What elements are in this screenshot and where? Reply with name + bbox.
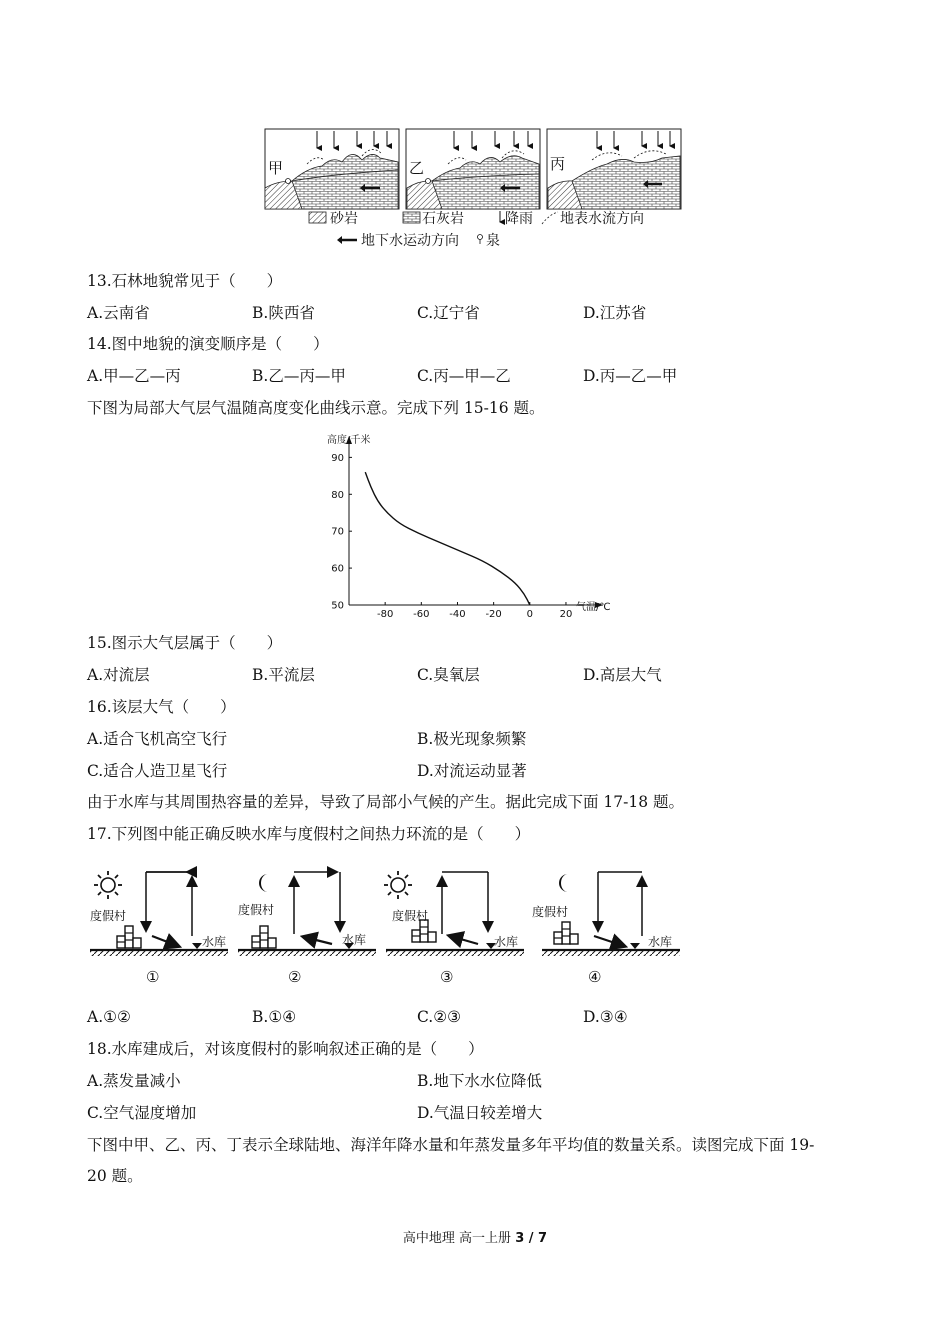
y-tick-label: 90 bbox=[331, 452, 344, 464]
x-tick-label: -40 bbox=[449, 609, 466, 620]
svg-text:水库: 水库 bbox=[494, 935, 519, 949]
intro-19-20-line1: 下图中甲、乙、丙、丁表示全球陆地、海洋年降水量和年蒸发量多年平均值的数量关系。读图完成下面 19- bbox=[87, 1136, 815, 1154]
q17-stem: 17.下列图中能正确反映水库与度假村之间热力环流的是（ ） bbox=[87, 825, 531, 843]
svg-text:泉: 泉 bbox=[486, 233, 500, 249]
panel-label: 乙 bbox=[409, 159, 425, 177]
q17-option-d[interactable]: D.③④ bbox=[583, 1008, 628, 1026]
q17-option-c[interactable]: C.②③ bbox=[417, 1008, 462, 1026]
q13-option-c[interactable]: C.辽宁省 bbox=[417, 304, 480, 322]
moon-icon bbox=[259, 874, 268, 892]
q16-option-d[interactable]: D.对流运动显著 bbox=[417, 762, 527, 780]
svg-text:地下水运动方向: 地下水运动方向 bbox=[361, 233, 459, 249]
q13-stem: 13.石林地貌常见于（ ） bbox=[87, 272, 283, 290]
thermal-circulation-diagrams bbox=[88, 858, 688, 988]
temperature-altitude-chart bbox=[320, 428, 630, 622]
karst-evolution-figure bbox=[262, 126, 688, 254]
q15-option-b[interactable]: B.平流层 bbox=[252, 666, 315, 684]
svg-text:砂岩: 砂岩 bbox=[330, 211, 358, 227]
x-tick-label: -80 bbox=[376, 609, 394, 620]
svg-text:④: ④ bbox=[588, 968, 602, 986]
page-number: 3 / 7 bbox=[515, 1231, 548, 1246]
karst-panel-bing bbox=[547, 129, 681, 209]
q15-option-d[interactable]: D.高层大气 bbox=[583, 666, 662, 684]
q18-option-d[interactable]: D.气温日较差增大 bbox=[417, 1104, 543, 1122]
svg-text:石灰岩: 石灰岩 bbox=[422, 211, 464, 227]
q15-option-a[interactable]: A.对流层 bbox=[87, 666, 150, 684]
page-footer bbox=[0, 1227, 950, 1246]
circulation-diagram-2 bbox=[238, 872, 376, 986]
q14-option-d[interactable]: D.丙—乙—甲 bbox=[583, 367, 678, 385]
svg-text:③: ③ bbox=[440, 968, 454, 986]
q18-option-a[interactable]: A.蒸发量减小 bbox=[87, 1072, 181, 1090]
x-tick-label: -60 bbox=[413, 609, 430, 620]
circulation-diagram-1 bbox=[90, 871, 228, 986]
y-tick-label: 70 bbox=[331, 526, 344, 538]
q16-option-a[interactable]: A.适合飞机高空飞行 bbox=[87, 730, 228, 748]
intro-19-20-line2: 20 题。 bbox=[87, 1167, 143, 1185]
q13-option-b[interactable]: B.陕西省 bbox=[252, 304, 315, 322]
panel-label: 丙 bbox=[550, 155, 566, 173]
x-tick-label: 20 bbox=[559, 609, 573, 620]
x-tick-label: 0 bbox=[526, 609, 533, 620]
temperature-curve bbox=[365, 472, 530, 605]
svg-text:降雨: 降雨 bbox=[505, 211, 533, 227]
svg-text:水库: 水库 bbox=[342, 933, 367, 947]
karst-legend bbox=[309, 210, 644, 249]
q14-option-b[interactable]: B.乙—丙—甲 bbox=[252, 367, 346, 385]
q16-option-c[interactable]: C.适合人造卫星飞行 bbox=[87, 762, 228, 780]
circulation-diagram-4 bbox=[532, 872, 680, 986]
x-tick-label: -20 bbox=[485, 609, 502, 620]
svg-text:度假村: 度假村 bbox=[392, 909, 429, 923]
q15-stem: 15.图示大气层属于（ ） bbox=[87, 634, 283, 652]
y-tick-label: 50 bbox=[331, 600, 344, 612]
q17-option-a[interactable]: A.①② bbox=[87, 1008, 131, 1026]
intro-17-18: 由于水库与其周围热容量的差异，导致了局部小气候的产生。据此完成下面 17-18 题。 bbox=[87, 793, 685, 811]
q18-option-c[interactable]: C.空气湿度增加 bbox=[87, 1104, 197, 1122]
q16-stem: 16.该层大气（ ） bbox=[87, 698, 236, 716]
q16-option-b[interactable]: B.极光现象频繁 bbox=[417, 730, 527, 748]
intro-15-16: 下图为局部大气层气温随高度变化曲线示意。完成下列 15-16 题。 bbox=[87, 399, 545, 417]
q14-option-a[interactable]: A.甲—乙—丙 bbox=[87, 367, 181, 385]
y-axis-label: 高度/千米 bbox=[327, 435, 371, 446]
svg-text:①: ① bbox=[146, 968, 160, 986]
circulation-diagram-3 bbox=[384, 871, 524, 986]
q18-stem: 18.水库建成后，对该度假村的影响叙述正确的是（ ） bbox=[87, 1040, 484, 1058]
svg-text:水库: 水库 bbox=[202, 935, 227, 949]
y-tick-label: 60 bbox=[331, 563, 344, 575]
svg-text:度假村: 度假村 bbox=[90, 909, 127, 923]
q15-option-c[interactable]: C.臭氧层 bbox=[417, 666, 480, 684]
q17-option-b[interactable]: B.①④ bbox=[252, 1008, 297, 1026]
panel-label: 甲 bbox=[268, 159, 284, 177]
x-axis-label: 气温/℃ bbox=[576, 602, 611, 613]
karst-panel-jia bbox=[265, 129, 399, 209]
q14-option-c[interactable]: C.丙—甲—乙 bbox=[417, 367, 511, 385]
moon-icon bbox=[559, 874, 568, 892]
q13-option-a[interactable]: A.云南省 bbox=[87, 304, 150, 322]
q18-option-b[interactable]: B.地下水水位降低 bbox=[417, 1072, 542, 1090]
svg-text:地表水流方向: 地表水流方向 bbox=[560, 211, 644, 227]
q13-option-d[interactable]: D.江苏省 bbox=[583, 304, 647, 322]
svg-text:度假村: 度假村 bbox=[532, 905, 569, 919]
sun-icon bbox=[94, 871, 122, 899]
y-tick-label: 80 bbox=[331, 489, 344, 501]
q14-stem: 14.图中地貌的演变顺序是（ ） bbox=[87, 335, 329, 353]
sun-icon bbox=[384, 871, 412, 899]
svg-text:②: ② bbox=[288, 968, 302, 986]
karst-panel-yi bbox=[406, 129, 540, 209]
svg-text:度假村: 度假村 bbox=[238, 903, 275, 917]
footer-title: 高中地理 高一上册 bbox=[402, 1231, 512, 1246]
svg-text:水库: 水库 bbox=[648, 935, 673, 949]
